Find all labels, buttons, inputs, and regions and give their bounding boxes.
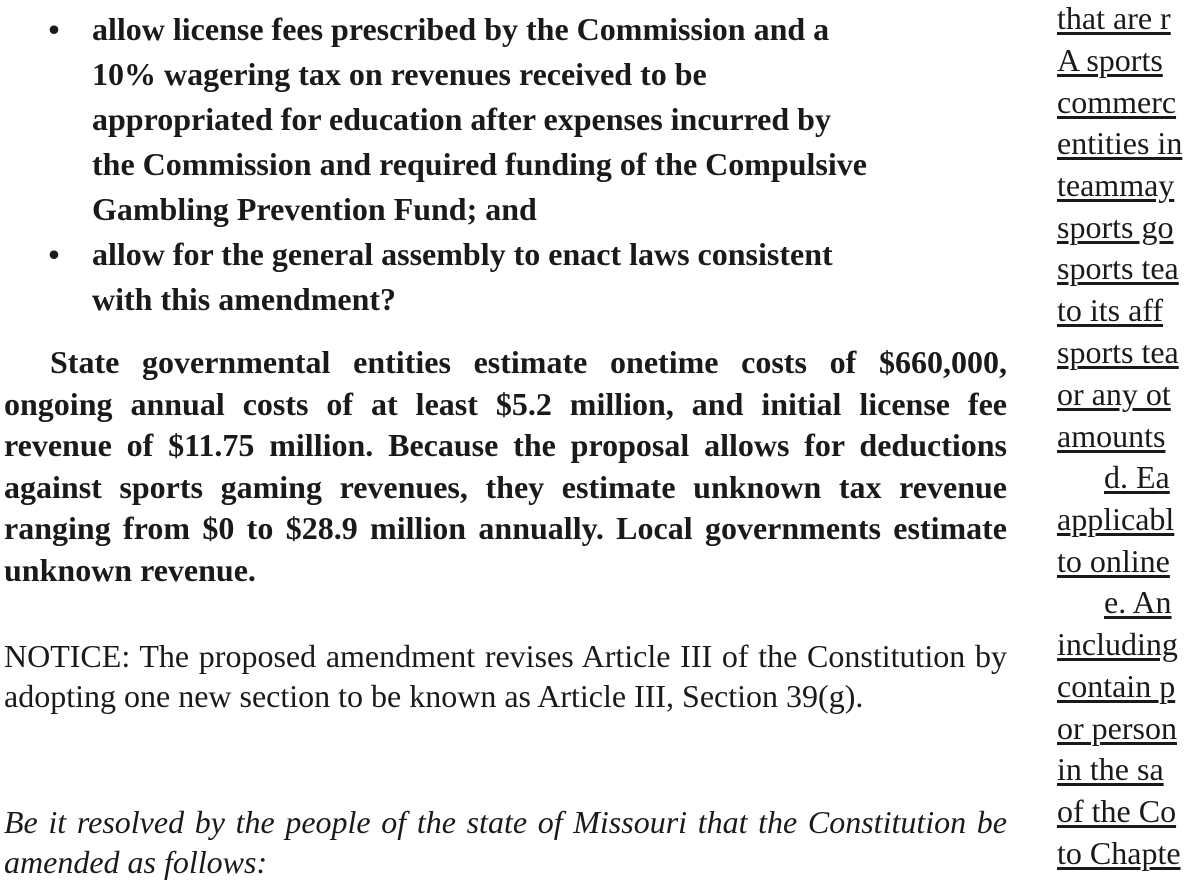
bullet-line: 10% wagering tax on revenues received to be [92,56,707,92]
right-column-line: in the sa [1057,751,1164,787]
right-column-line: amounts [1057,418,1166,454]
right-column-line: applicabl [1057,501,1175,537]
bullet-icon: • [48,11,60,47]
bullet-line: the Commission and required funding of the Compulsive [92,146,867,182]
notice-paragraph: NOTICE: The proposed amendment revises Article III of the Constitution by adopting one new section to be known as Article III, Section 39(g). [4,638,1007,714]
bullet-line: appropriated for education after expenses incurred by [92,101,831,137]
ballot-bullet-list [44,7,1004,322]
right-column-line: to its aff [1057,292,1164,328]
right-column-line: to online [1057,543,1170,579]
right-column-line: teammay [1057,167,1175,203]
right-column-line: d. Ea [1104,459,1170,495]
right-column-line: A sports [1057,42,1163,78]
right-column-line: or person [1057,710,1177,746]
bullet-icon: • [48,236,60,272]
right-column-line: commerc [1057,84,1177,120]
right-column-line: or any ot [1057,376,1171,412]
bullet-line: with this amendment? [92,281,397,317]
bullet-item-license-fees [44,7,1004,232]
resolution-paragraph: Be it resolved by the people of the state of Missouri that the Constitution be amended as follows: [4,804,1007,880]
bullet-item-general-assembly [44,232,1004,322]
fiscal-note-paragraph: State governmental entities estimate onetime costs of $660,000, ongoing annual costs of at least $5.2 million, and initial license fee revenue of $11.75 million. Because the proposal allows for deductions against sports gaming revenues, they estimate unknown tax revenue ranging from $0 to $28.9 million annually. Local governments estimate unknown revenue. [4,344,1007,588]
right-column-line: entities in [1057,125,1183,161]
right-column-line: sports tea [1057,250,1179,286]
right-column-amendment-text [1057,0,1190,878]
right-column-line: to Chapte [1057,835,1181,871]
right-column-line: sports go [1057,209,1174,245]
right-column-line: contain p [1057,668,1176,704]
right-column-line: e. An [1104,584,1172,620]
bullet-line: allow for the general assembly to enact laws consistent [92,236,833,272]
right-column-line: of the Co [1057,793,1177,829]
bullet-line: allow license fees prescribed by the Commission and a [92,11,830,47]
bullet-line: Gambling Prevention Fund; and [92,191,537,227]
right-column-line: sports tea [1057,334,1179,370]
right-column-line: including [1057,626,1178,662]
right-column-line: that are r [1057,0,1171,36]
